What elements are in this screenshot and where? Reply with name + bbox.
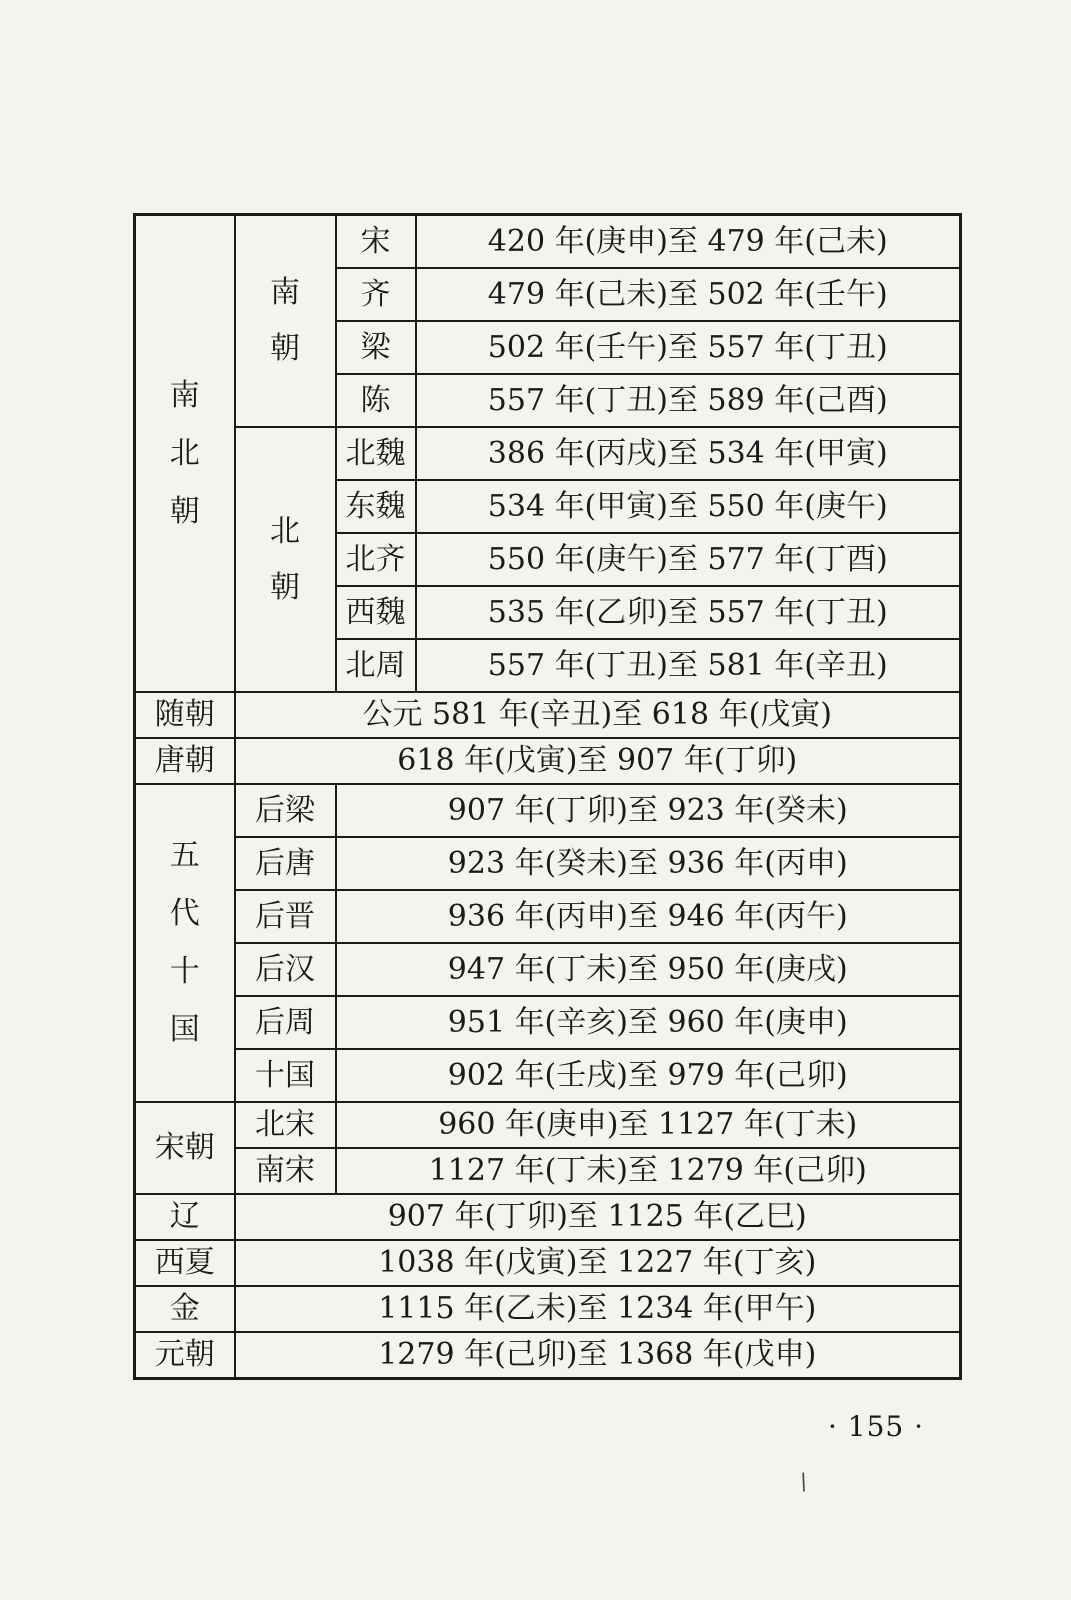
dynasty-range: 534 年(甲寅)至 550 年(庚午): [416, 480, 961, 533]
table-row: [135, 1332, 961, 1379]
table-row: [135, 215, 961, 269]
dynasty-name: 西魏: [336, 586, 416, 639]
dynasty-name: 后梁: [235, 784, 336, 837]
dynasty-range: 1115 年(乙未)至 1234 年(甲午): [235, 1286, 961, 1332]
dynasty-name: 北宋: [235, 1102, 336, 1148]
dynasty-name: 后晋: [235, 890, 336, 943]
dynasty-name: 唐朝: [135, 738, 235, 784]
table-row: [135, 943, 961, 996]
dynasty-name: 梁: [336, 321, 416, 374]
dynasty-chronology-table: [133, 213, 962, 1380]
dynasty-range: 479 年(己未)至 502 年(壬午): [416, 268, 961, 321]
dynasty-range: 535 年(乙卯)至 557 年(丁丑): [416, 586, 961, 639]
dynasty-range: 907 年(丁卯)至 1125 年(乙巳): [235, 1194, 961, 1240]
era-nanbeichao-label: 南 北 朝: [135, 215, 235, 693]
dynasty-range: 1279 年(己卯)至 1368 年(戊申): [235, 1332, 961, 1379]
dynasty-range: 386 年(丙戌)至 534 年(甲寅): [416, 427, 961, 480]
table-row: [135, 1148, 961, 1194]
table-row: [135, 890, 961, 943]
dynasty-range: 960 年(庚申)至 1127 年(丁未): [336, 1102, 961, 1148]
table-row: [135, 1286, 961, 1332]
table-row: [135, 692, 961, 738]
dynasty-range: 公元 581 年(辛丑)至 618 年(戊寅): [235, 692, 961, 738]
dynasty-range: 502 年(壬午)至 557 年(丁丑): [416, 321, 961, 374]
dynasty-range: 923 年(癸未)至 936 年(丙申): [336, 837, 961, 890]
dynasty-name: 陈: [336, 374, 416, 427]
dynasty-name: 西夏: [135, 1240, 235, 1286]
dynasty-range: 947 年(丁未)至 950 年(庚戌): [336, 943, 961, 996]
stray-mark: /: [795, 1469, 812, 1496]
dynasty-range: 1127 年(丁未)至 1279 年(己卯): [336, 1148, 961, 1194]
dynasty-range: 557 年(丁丑)至 581 年(辛丑): [416, 639, 961, 692]
table-row: [135, 738, 961, 784]
dynasty-name: 北魏: [336, 427, 416, 480]
dynasty-range: 550 年(庚午)至 577 年(丁酉): [416, 533, 961, 586]
page-number: · 155 ·: [828, 1410, 925, 1443]
dynasty-name: 宋: [336, 215, 416, 269]
dynasty-range: 936 年(丙申)至 946 年(丙午): [336, 890, 961, 943]
dynasty-range: 420 年(庚申)至 479 年(己未): [416, 215, 961, 269]
table-row: [135, 1194, 961, 1240]
era-song-label: 宋朝: [135, 1102, 235, 1194]
dynasty-range: 907 年(丁卯)至 923 年(癸未): [336, 784, 961, 837]
table-row: [135, 1240, 961, 1286]
dynasty-name: 元朝: [135, 1332, 235, 1379]
dynasty-range: 951 年(辛亥)至 960 年(庚申): [336, 996, 961, 1049]
dynasty-name: 随朝: [135, 692, 235, 738]
dynasty-range: 1038 年(戊寅)至 1227 年(丁亥): [235, 1240, 961, 1286]
table-row: [135, 784, 961, 837]
dynasty-name: 辽: [135, 1194, 235, 1240]
dynasty-name: 后汉: [235, 943, 336, 996]
subera-nanchao-label: 南 朝: [235, 215, 336, 428]
dynasty-name: 十国: [235, 1049, 336, 1102]
dynasty-name: 金: [135, 1286, 235, 1332]
dynasty-name: 齐: [336, 268, 416, 321]
dynasty-name: 北周: [336, 639, 416, 692]
dynasty-name: 南宋: [235, 1148, 336, 1194]
table-row: [135, 1102, 961, 1148]
dynasty-name: 北齐: [336, 533, 416, 586]
table-row: [135, 837, 961, 890]
subera-beichao-label: 北 朝: [235, 427, 336, 692]
dynasty-range: 618 年(戊寅)至 907 年(丁卯): [235, 738, 961, 784]
dynasty-range: 557 年(丁丑)至 589 年(己酉): [416, 374, 961, 427]
era-wudai-label: 五 代 十 国: [135, 784, 235, 1102]
table-row: [135, 1049, 961, 1102]
table-row: [135, 427, 961, 480]
dynasty-name: 东魏: [336, 480, 416, 533]
table-row: [135, 996, 961, 1049]
dynasty-name: 后周: [235, 996, 336, 1049]
dynasty-name: 后唐: [235, 837, 336, 890]
dynasty-range: 902 年(壬戌)至 979 年(己卯): [336, 1049, 961, 1102]
